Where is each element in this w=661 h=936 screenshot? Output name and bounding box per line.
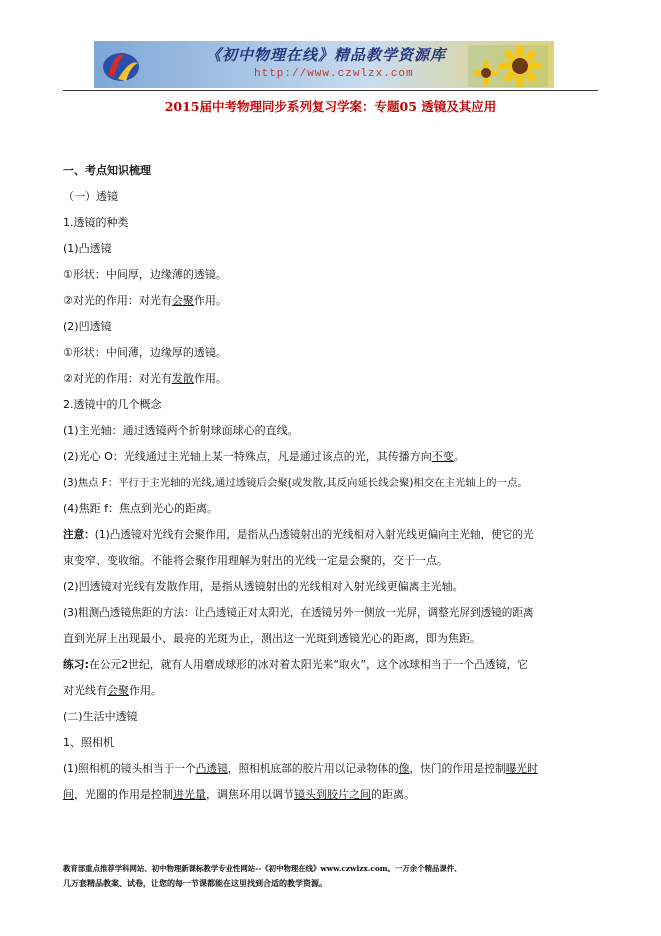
banner-url: http://www.czwlzx.com — [254, 68, 414, 80]
paragraph: 1、照相机 — [63, 736, 114, 749]
site-logo-icon — [100, 45, 142, 85]
paragraph — [63, 449, 465, 465]
paragraph — [63, 371, 227, 387]
text-run: 。 — [453, 450, 465, 463]
paragraph: ①形状：中间厚，边缘薄的透镜。 — [63, 268, 227, 281]
paragraph: 1.透镜的种类 — [63, 216, 129, 229]
text-run: 作用。 — [193, 372, 227, 385]
text-run: 作用。 — [129, 684, 162, 697]
paragraph: (1)主光轴：通过透镜两个折射球面球心的直线。 — [63, 424, 299, 437]
answer-blank: 像 — [398, 762, 410, 775]
exercise-label: 练习: — [63, 658, 89, 671]
text-run: 对光线有 — [63, 684, 107, 697]
paragraph — [63, 293, 227, 309]
paragraph: ①形状：中间薄，边缘厚的透镜。 — [63, 346, 227, 359]
note-paragraph: 束变窄、变收缩。不能将会聚作用理解为射出的光线一定是会聚的，交于一点。 — [63, 554, 448, 567]
text-run: (1)照相机的镜头相当于一个 — [63, 762, 196, 775]
footer-line: 几万套精品教案、试卷，让您的每一节课都能在这里找到合适的教学资源。 — [63, 878, 327, 888]
text-run: (1)凸透镜对光线有会聚作用，是指从凸透镜射出的光线相对入射光线更偏向主光轴，使它的光 — [94, 529, 534, 541]
answer-blank: 曝光时 — [505, 762, 538, 775]
text-run: (2)光心 O：光线通过主光轴上某一特殊点，凡是通过该点的光，其传播方向 — [63, 450, 432, 463]
answer-blank: 进光量 — [173, 788, 206, 801]
banner-title: 《初中物理在线》精品教学资源库 — [206, 46, 447, 64]
paragraph: (1)凸透镜 — [63, 242, 112, 255]
header-divider — [63, 90, 598, 91]
paragraph: (4)焦距 f：焦点到光心的距离。 — [63, 502, 218, 515]
answer-blank: 会聚 — [107, 684, 129, 697]
text-run: ，照相机底部的胶片用以记录物体的 — [227, 762, 399, 775]
exercise-paragraph — [63, 683, 162, 699]
exercise-paragraph — [63, 657, 528, 673]
text-run: ，光圈的作用是控制 — [74, 788, 173, 801]
text-run: ②对光的作用：对光有 — [63, 372, 172, 385]
paragraph — [63, 787, 415, 803]
text-run: ②对光的作用：对光有 — [63, 294, 172, 307]
answer-blank: 会聚 — [171, 294, 194, 307]
answer-blank: 发散 — [171, 372, 194, 385]
note-paragraph: (3)粗测凸透镜焦距的方法：让凸透镜正对太阳光，在透镜另外一侧放一光屏，调整光屏到透镜的距离 — [63, 607, 534, 619]
note-paragraph: 直到光屏上出现最小、最亮的光斑为止，测出这一光斑到透镜光心的距离，即为焦距。 — [63, 632, 481, 645]
header-banner — [94, 41, 554, 88]
text-run: ，调焦环用以调节 — [206, 788, 294, 801]
subsection-heading: (二)生活中透镜 — [63, 710, 138, 723]
answer-blank: 镜头到胶片之间 — [294, 788, 371, 801]
answer-blank: 不变 — [431, 450, 454, 463]
paragraph: (3)焦点 F：平行于主光轴的光线,通过透镜后会聚(或发散,其反向延长线会聚)相交在主光轴上的一点。 — [63, 477, 528, 489]
answer-blank: 凸透镜 — [195, 762, 228, 775]
note-label: 注意： — [63, 529, 95, 541]
text-run: 作用。 — [193, 294, 227, 307]
answer-blank: 间 — [63, 788, 74, 801]
text-run: 在公元2世纪，就有人用磨成球形的冰对着太阳光来“取火”，这个冰球相当于一个凸透镜，它 — [88, 658, 529, 671]
note-paragraph: (2)凹透镜对光线有发散作用，是指从透镜射出的光线相对入射光线更偏离主光轴。 — [63, 580, 464, 593]
text-run: ，快门的作用是控制 — [409, 762, 506, 775]
sunflower-icon — [468, 45, 548, 87]
text-run: 的距离。 — [371, 788, 415, 801]
footer-line: 教育部重点推荐学科网站、初中物理新课标教学专业性网站--《初中物理在线》www.czwlzx.com。一万余个精品课件、 — [63, 864, 462, 873]
subsection-heading: （一）透镜 — [63, 190, 118, 203]
document-title: 2015届中考物理同步系列复习学案：专题05 透镜及其应用 — [164, 99, 497, 114]
section-heading: 一、考点知识梳理 — [63, 164, 151, 177]
note-paragraph — [63, 527, 534, 543]
paragraph: (2)凹透镜 — [63, 320, 112, 333]
paragraph: 2.透镜中的几个概念 — [63, 398, 162, 411]
paragraph — [63, 761, 538, 777]
